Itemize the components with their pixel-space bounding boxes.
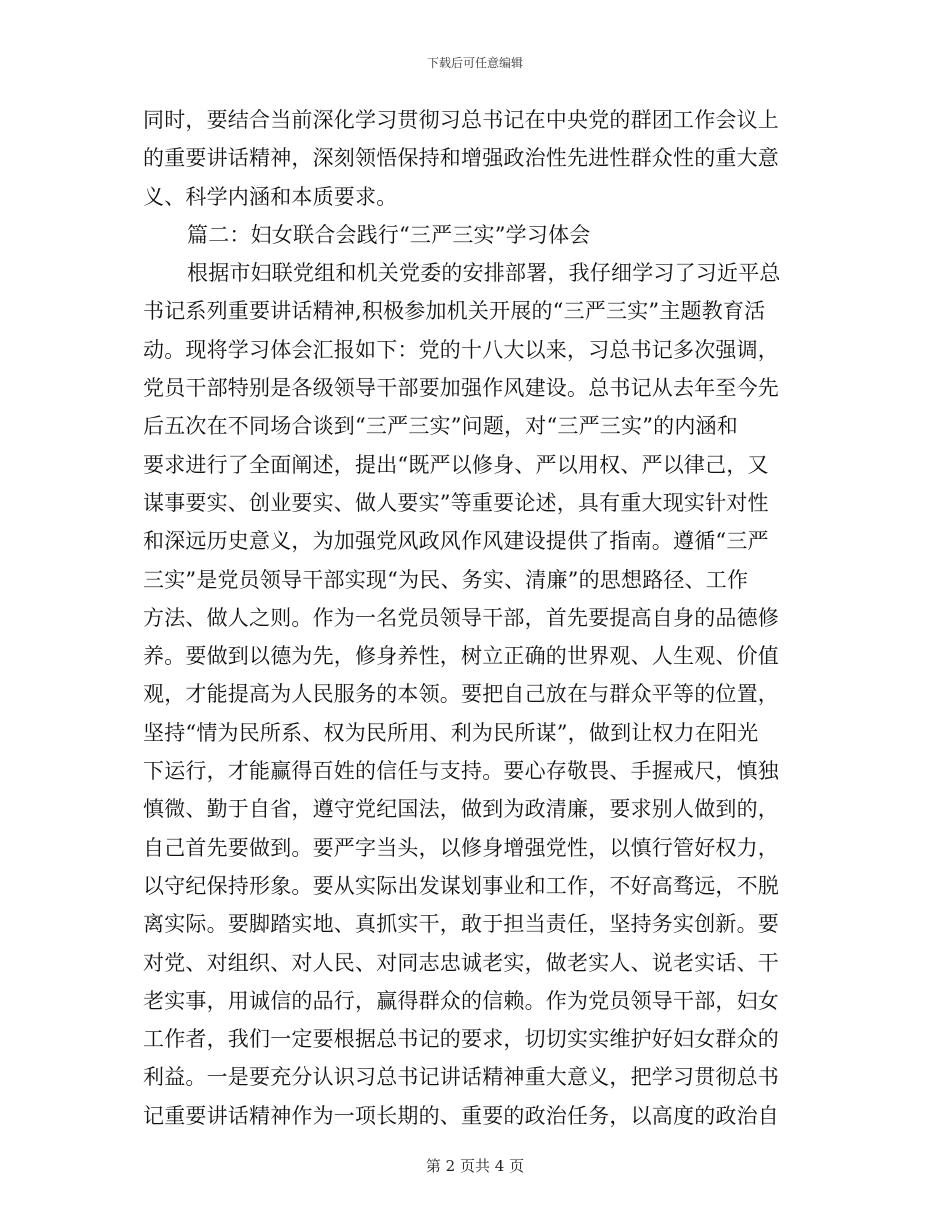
text-line: 利益。一是要充分认识习总书记讲话精神重大意义，把学习贯彻总书 [143, 1065, 779, 1090]
text-line: 的重要讲话精神，深刻领悟保持和增强政治性先进性群众性的重大意 [143, 146, 779, 171]
text-line: 对党、对组织、对人民、对同志忠诚老实，做老实人、说老实话、干 [143, 950, 779, 975]
text-line: 自己首先要做到。要严字当头，以修身增强党性，以慎行管好权力， [143, 835, 779, 860]
text-line: 以守纪保持形象。要从实际出发谋划事业和工作，不好高骛远，不脱 [143, 873, 779, 898]
text-line: 养。要做到以德为先，修身养性，树立正确的世界观、人生观、价值 [143, 644, 779, 669]
text-line: 慎微、勤于自省，遵守党纪国法，做到为政清廉，要求别人做到的， [143, 797, 779, 822]
text-line: 同时，要结合当前深化学习贯彻习总书记在中央党的群团工作会议上 [143, 108, 779, 132]
text-line: 记重要讲话精神作为一项长期的、重要的政治任务，以高度的政治自 [143, 1103, 779, 1128]
text-line: 下运行，才能赢得百姓的信任与支持。要心存敬畏、手握戒尺，慎独 [143, 759, 779, 784]
text-line: 坚持“情为民所系、权为民所用、利为民所谋”，做到让权力在阳光 [143, 720, 759, 745]
text-line: 三实”是党员领导干部实现“为民、务实、清廉”的思想路径、工作 [143, 567, 749, 592]
text-line: 工作者，我们一定要根据总书记的要求，切切实实维护好妇女群众的 [143, 1027, 779, 1052]
text-line: 根据市妇联党组和机关党委的安排部署，我仔细学习了习近平总 [187, 261, 781, 286]
text-line: 后五次在不同场合谈到“三严三实”问题，对“三严三实”的内涵和 [143, 414, 738, 439]
text-line: 动。现将学习体会汇报如下：党的十八大以来，习总书记多次强调， [143, 337, 779, 362]
text-line: 老实事，用诚信的品行，赢得群众的信赖。作为党员领导干部，妇女 [143, 988, 779, 1013]
document-body [143, 101, 803, 1135]
page-header: 下载后可任意编辑 [426, 56, 523, 70]
text-line: 篇二：妇女联合会践行“三严三实”学习体会 [187, 222, 591, 247]
text-line: 书记系列重要讲话精神,积极参加机关开展的“三严三实”主题教育活 [143, 299, 766, 324]
text-line: 观，才能提高为人民服务的本领。要把自己放在与群众平等的位置， [143, 682, 779, 707]
text-line: 义、科学内涵和本质要求。 [143, 184, 398, 209]
text-line: 和深远历史意义，为加强党风政风作风建设提供了指南。遵循“三严 [143, 529, 769, 554]
text-line: 党员干部特别是各级领导干部要加强作风建设。总书记从去年至今先 [143, 376, 779, 401]
text-line: 谋事要实、创业要实、做人要实”等重要论述，具有重大现实针对性 [143, 490, 769, 515]
page-number-footer: 第 2 页共 4 页 [425, 1157, 525, 1175]
text-line: 要求进行了全面阐述，提出“既严以修身、严以用权、严以律己，又 [143, 452, 769, 477]
text-line: 方法、做人之则。作为一名党员领导干部，首先要提高自身的品德修 [143, 605, 779, 630]
text-line: 离实际。要脚踏实地、真抓实干，敢于担当责任，坚持务实创新。要 [143, 912, 779, 937]
